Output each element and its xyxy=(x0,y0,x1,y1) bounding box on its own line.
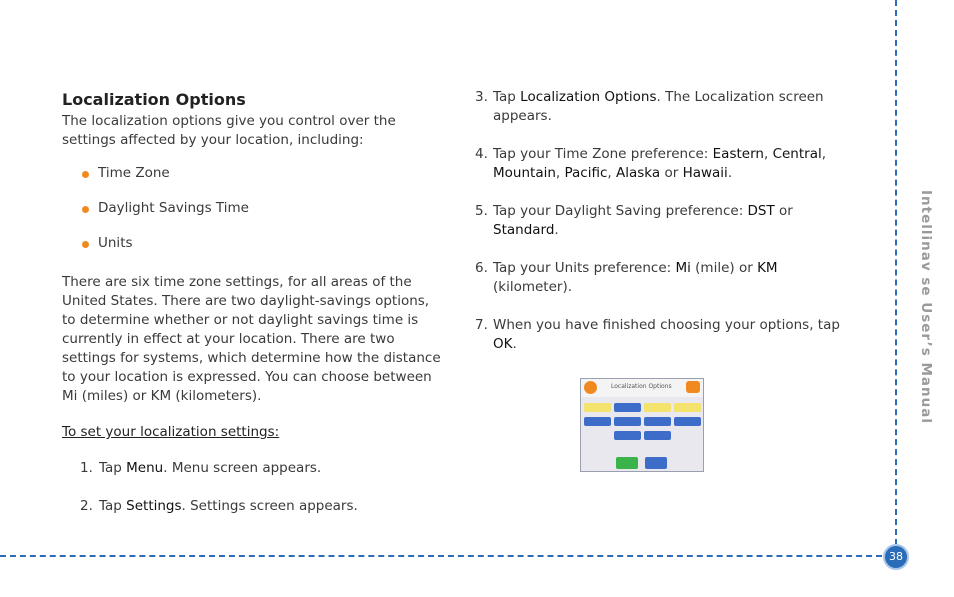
thumbnail-title: Localization Options xyxy=(611,383,672,390)
bullet-dot-icon xyxy=(82,171,89,178)
keyword: Settings xyxy=(126,498,182,514)
bottom-dashed-border xyxy=(0,555,882,557)
bullet-dot-icon xyxy=(82,206,89,213)
list-item: Daylight Savings Time xyxy=(98,199,442,234)
list-item: Time Zone xyxy=(98,164,442,199)
right-column xyxy=(475,88,845,354)
step-6: 6. Tap your Units preference: Mi (mile) or KM (kilometer). xyxy=(475,260,778,295)
list-item: Units xyxy=(98,234,442,269)
steps-left xyxy=(62,459,442,516)
logo-icon xyxy=(584,381,597,394)
description-paragraph: There are six time zone settings, for all areas of the United States. There are two daylight-savings options, to determine whether or not daylight savings time is currently in effect at your location. There are two settings for systems, which determine how the distance to your location is expressed. You can choose between Mi (miles) or KM (kilometers). xyxy=(62,274,441,404)
step-3: 3. Tap Localization Options. The Localization screen appears. xyxy=(475,89,824,124)
localization-screen-thumbnail xyxy=(580,378,704,472)
step-2: 2. Tap Settings. Settings screen appears. xyxy=(80,498,358,514)
step-7: 7. When you have finished choosing your options, tap OK. xyxy=(475,317,840,352)
keyword: Menu xyxy=(126,460,164,476)
left-column xyxy=(62,88,442,516)
intro-paragraph: The localization options give you control over the settings affected by your location, including: xyxy=(62,113,396,148)
instructions-subheading: To set your localization settings: xyxy=(62,424,280,440)
options-list xyxy=(62,164,442,269)
manual-side-title: Intellinav se User’s Manual xyxy=(918,190,934,424)
bullet-dot-icon xyxy=(82,241,89,248)
step-4: 4. Tap your Time Zone preference: Eastern, Central, Mountain, Pacific, Alaska or Hawaii. xyxy=(475,146,827,181)
keyword: Localization Options xyxy=(520,89,657,105)
right-dashed-border xyxy=(895,0,897,545)
back-arrow-icon xyxy=(686,381,700,393)
step-5: 5. Tap your Daylight Saving preference: DST or Standard. xyxy=(475,203,793,238)
section-heading: Localization Options xyxy=(62,90,246,109)
step-1: 1. Tap Menu. Menu screen appears. xyxy=(80,460,322,476)
page-number-badge: 38 xyxy=(883,544,909,570)
